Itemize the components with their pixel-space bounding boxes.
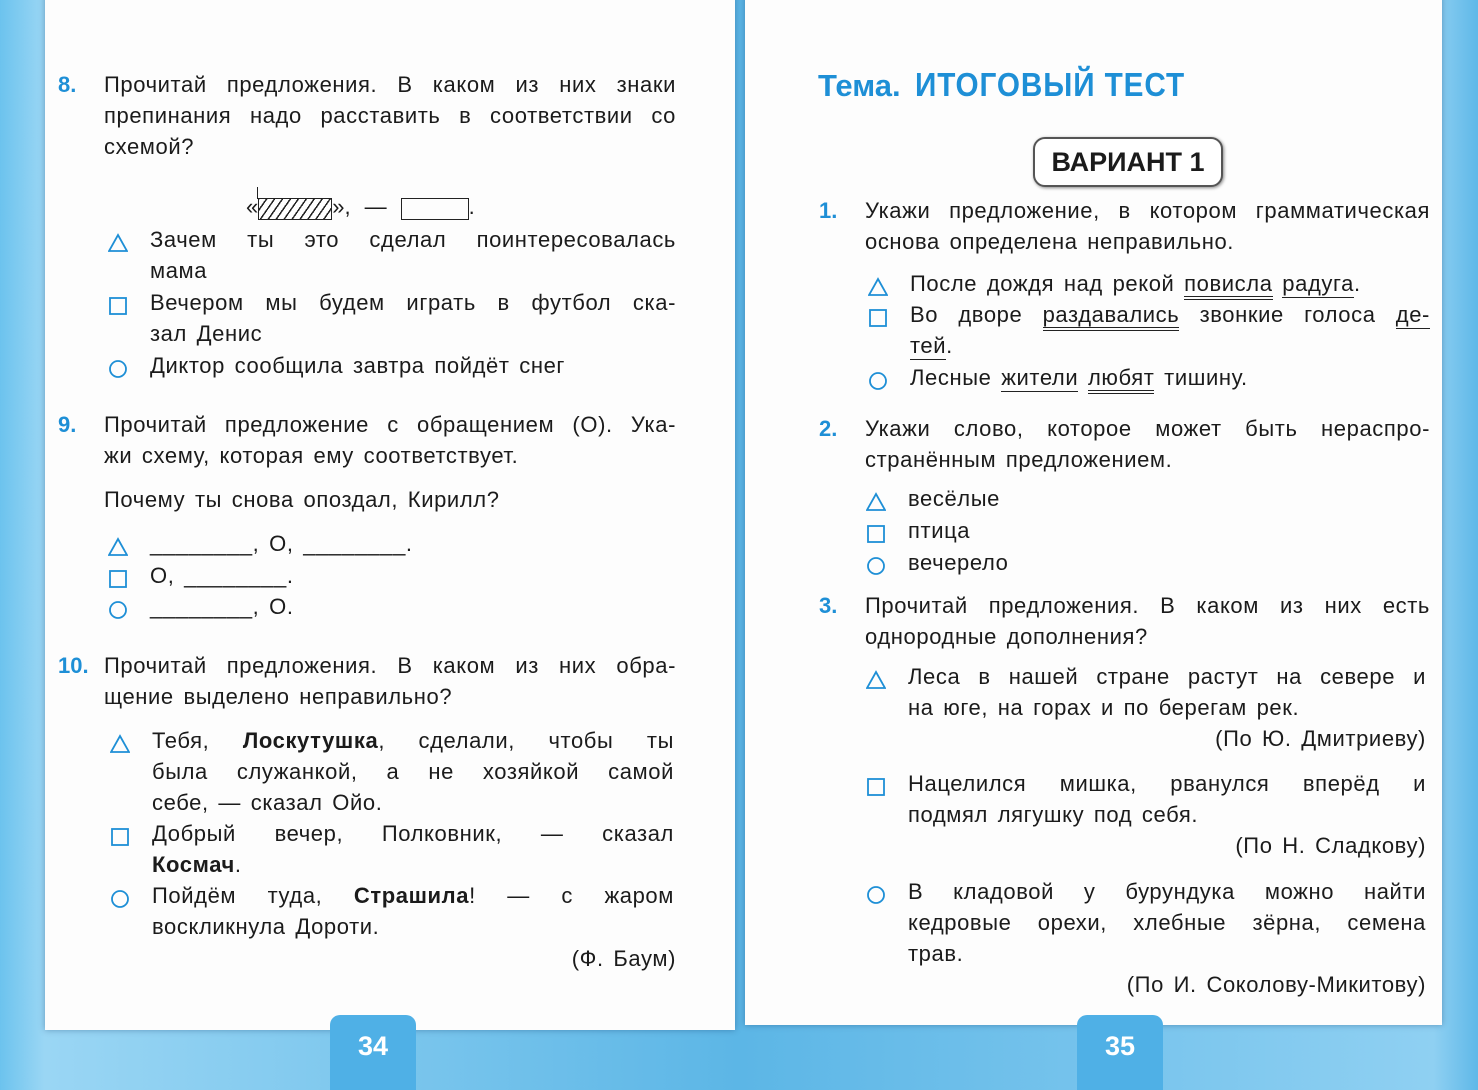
text-line: странённым предложением. (865, 447, 1173, 472)
text-line: схемой? (104, 134, 195, 159)
text-line: ________, О. (150, 594, 294, 619)
question-number: 9. (58, 412, 77, 437)
answer-option (908, 876, 1426, 1000)
text-line: основа определена неправильно. (865, 229, 1234, 254)
scheme-empty-box (401, 198, 469, 220)
text-line: Прочитай предложение с обращением (О). Ука- (104, 412, 676, 437)
text-segment: тишину. (1154, 365, 1248, 390)
text-line: (Ф. Баум) (571, 946, 676, 971)
text-line: Добрый вечер, Полковник, — сказал (152, 821, 674, 846)
text-segment: , сделали, чтобы ты (378, 728, 674, 753)
subject-underline: жители (1001, 365, 1079, 390)
attribution: (По Ю. Дмитриеву) (1215, 726, 1426, 751)
text-line: воскликнула Дороти. (152, 914, 380, 939)
answer-option (910, 268, 1430, 299)
attribution: (По Н. Сладкову) (1235, 833, 1426, 858)
circle-icon[interactable] (868, 368, 888, 388)
text-segment: Тебя, (152, 728, 243, 753)
title-prefix: Тема. (818, 68, 901, 103)
answer-option (908, 661, 1426, 754)
text-segment (1078, 365, 1088, 390)
text-segment: ! — с жаром (469, 883, 674, 908)
text-line: Зачем ты это сделал поинтересовалась (150, 227, 676, 252)
scheme-close-quote: », (332, 194, 351, 219)
answer-option (910, 362, 1430, 393)
subject-underline: тей (910, 333, 947, 358)
text-line: Леса в нашей стране растут на севере и (908, 664, 1426, 689)
text-line: Почему ты снова опоздал, Кирилл? (104, 487, 500, 512)
question-number: 3. (819, 593, 838, 618)
scheme-hatched-box (258, 198, 332, 220)
page-title (818, 66, 1215, 104)
text-line: Укажи слово, которое может быть нераспро- (865, 416, 1430, 441)
text-line: В кладовой у бурундука можно найти (908, 879, 1426, 904)
sample-sentence (104, 484, 676, 515)
text-line: трав. (908, 941, 964, 966)
text-segment: Во дворе (910, 302, 1043, 327)
text-segment: После дождя над рекой (910, 271, 1185, 296)
subject-underline: де- (1395, 302, 1430, 327)
text-line: щение выделено неправильно? (104, 684, 453, 709)
text-line (910, 330, 1430, 361)
page-number-35: 35 (1077, 1015, 1163, 1090)
text-line: Прочитай предложения. В каком из них есть (865, 593, 1430, 618)
text-segment: звонкие голоса (1179, 302, 1396, 327)
text-line: Диктор сообщила завтра пойдёт снег (150, 353, 566, 378)
answer-option (908, 515, 1428, 546)
text-line: кедровые орехи, хлебные зёрна, семена (908, 910, 1426, 935)
square-icon[interactable] (110, 824, 130, 844)
text-line: препинания надо расставить в соответствии со (104, 103, 676, 128)
text-segment: Лесные (910, 365, 1002, 390)
answer-option (908, 547, 1428, 578)
variant-badge: ВАРИАНТ 1 (1033, 137, 1223, 187)
question-number: 1. (819, 198, 838, 223)
circle-icon[interactable] (866, 882, 886, 902)
text-line: подмял лягушку под себя. (908, 802, 1199, 827)
title-main: ИТОГОВЫЙ ТЕСТ (914, 66, 1185, 103)
text-line: была служанкой, а не хозяйкой самой (152, 759, 674, 784)
text-segment: . (1353, 271, 1361, 296)
question-text-1 (865, 195, 1430, 257)
question-text-3 (865, 590, 1430, 652)
triangle-icon[interactable] (108, 230, 128, 250)
text-line (152, 880, 674, 911)
square-icon[interactable] (866, 774, 886, 794)
triangle-icon[interactable] (866, 489, 886, 509)
question-text-8 (104, 69, 676, 162)
answer-option (150, 591, 550, 622)
text-line: весёлые (908, 486, 1000, 511)
text-segment (1273, 271, 1283, 296)
question-number: 2. (819, 416, 838, 441)
question-number: 10. (58, 653, 89, 678)
text-segment: . (234, 852, 242, 877)
scheme-open-quote: « (246, 194, 259, 219)
bold-word: Космач (152, 852, 235, 877)
text-line: Вечером мы будем играть в футбол ска- (150, 290, 676, 315)
square-icon[interactable] (866, 521, 886, 541)
answer-option (150, 560, 550, 591)
text-line: Прочитай предложения. В каком из них знаки (104, 72, 676, 97)
square-icon[interactable] (108, 566, 128, 586)
page-number-34: 34 (330, 1015, 416, 1090)
text-line: жи схему, которая ему соответствует. (104, 443, 519, 468)
scheme-period: . (468, 194, 475, 219)
predicate-underline: повисла (1184, 271, 1272, 300)
text-line: однородные дополнения? (865, 624, 1148, 649)
text-segment: Пойдём туда, (152, 883, 354, 908)
answer-option (908, 768, 1426, 861)
triangle-icon[interactable] (866, 667, 886, 687)
text-line (910, 362, 1430, 393)
text-line (152, 849, 674, 880)
attribution (104, 943, 676, 974)
subject-underline: радуга (1282, 271, 1354, 296)
square-icon[interactable] (108, 293, 128, 313)
attribution: (По И. Соколову-Микитову) (1126, 972, 1426, 997)
text-line (910, 299, 1430, 330)
text-line: птица (908, 518, 971, 543)
triangle-icon[interactable] (108, 534, 128, 554)
circle-icon[interactable] (108, 597, 128, 617)
text-line: Нацелился мишка, рванулся вперёд и (908, 771, 1426, 796)
predicate-underline: любят (1088, 365, 1154, 394)
answer-option (152, 725, 674, 818)
answer-option (152, 880, 674, 942)
text-line (910, 268, 1430, 299)
triangle-icon[interactable] (110, 731, 130, 751)
answer-option (150, 287, 676, 349)
scheme-dash: — (364, 194, 387, 219)
text-line: вечерело (908, 550, 1009, 575)
circle-icon[interactable] (110, 886, 130, 906)
predicate-underline: раздавались (1043, 302, 1180, 331)
bold-word: Страшила (353, 883, 470, 908)
text-segment: . (946, 333, 953, 358)
text-line: Прочитай предложения. В каком из них обра- (104, 653, 676, 678)
answer-option (150, 350, 676, 381)
triangle-icon[interactable] (868, 274, 888, 294)
text-line: мама (150, 258, 208, 283)
text-line: себе, — сказал Ойо. (152, 790, 383, 815)
bold-word: Лоскутушка (242, 728, 379, 753)
text-line: зал Денис (150, 321, 263, 346)
answer-option (150, 224, 676, 286)
question-text-2 (865, 413, 1430, 475)
circle-icon[interactable] (866, 553, 886, 573)
text-line (152, 725, 674, 756)
text-line: ________, О, ________. (150, 531, 413, 556)
answer-option (150, 528, 550, 559)
circle-icon[interactable] (108, 356, 128, 376)
text-line: О, ________. (150, 563, 294, 588)
answer-option (908, 483, 1428, 514)
answer-option (910, 299, 1430, 361)
text-line: Укажи предложение, в котором грамматическая (865, 198, 1430, 223)
answer-option (152, 818, 674, 880)
punctuation-scheme (246, 180, 475, 220)
question-number: 8. (58, 72, 77, 97)
question-text-10 (104, 650, 676, 712)
text-line: на юге, на горах и по берегам рек. (908, 695, 1300, 720)
square-icon[interactable] (868, 305, 888, 325)
question-text-9 (104, 409, 676, 471)
